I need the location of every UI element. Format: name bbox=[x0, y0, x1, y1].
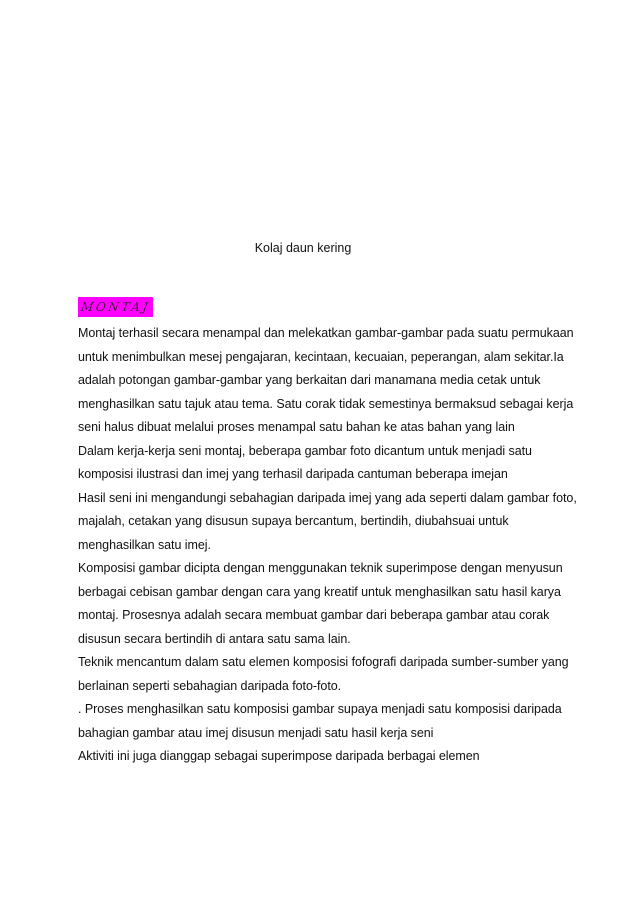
heading-highlight bbox=[78, 297, 153, 317]
text-line: Hasil seni ini mengandungi sebahagian daripada imej yang ada seperti dalam gambar foto, bbox=[78, 490, 577, 505]
text-line: majalah, cetakan yang disusun supaya bercantum, bertindih, diubahsuai untuk bbox=[78, 514, 509, 528]
text-line: Aktiviti ini juga dianggap sebagai superimpose daripada berbagai elemen bbox=[78, 749, 480, 763]
text-line: montaj. Prosesnya adalah secara membuat gambar dari beberapa gambar atau corak bbox=[78, 608, 550, 622]
text-line: adalah potongan gambar-gambar yang berkaitan dari manamana media cetak untuk bbox=[78, 373, 541, 387]
text-line: menghasilkan satu tajuk atau tema. Satu corak tidak semestinya bermaksud sebagai kerja bbox=[78, 396, 574, 411]
text-line: bahagian gambar atau imej disusun menjadi satu hasil kerja seni bbox=[78, 725, 434, 740]
section-heading: MONTAJ bbox=[80, 300, 152, 314]
body-text bbox=[78, 322, 578, 769]
text-line: berlainan seperti sebahagian daripada foto-foto. bbox=[78, 678, 342, 693]
text-line: Dalam kerja-kerja seni montaj, beberapa gambar foto dicantum untuk menjadi satu bbox=[78, 443, 532, 458]
document-title-wrap bbox=[0, 240, 638, 256]
text-line: disusun secara bertindih di antara satu sama lain. bbox=[78, 631, 351, 646]
text-line: berbagai cebisan gambar dengan cara yang kreatif untuk menghasilkan satu hasil karya bbox=[78, 584, 561, 599]
text-line: seni halus dibuat melalui proses menampal satu bahan ke atas bahan yang lain bbox=[78, 420, 515, 434]
document-title: Kolaj daun kering bbox=[254, 241, 352, 255]
text-line: komposisi ilustrasi dan imej yang terhasil daripada cantuman beberapa imejan bbox=[78, 467, 508, 481]
text-line: . Proses menghasilkan satu komposisi gambar supaya menjadi satu komposisi daripada bbox=[78, 702, 562, 716]
text-line: Komposisi gambar dicipta dengan menggunakan teknik superimpose dengan menyusun bbox=[78, 561, 563, 575]
text-line: menghasilkan satu imej. bbox=[78, 537, 211, 552]
text-line: Teknik mencantum dalam satu elemen komposisi fofografi daripada sumber-sumber yang bbox=[78, 655, 569, 669]
text-line: Montaj terhasil secara menampal dan melekatkan gambar-gambar pada suatu permukaan bbox=[78, 326, 574, 340]
text-line: untuk menimbulkan mesej pengajaran, kecintaan, kecuaian, peperangan, alam sekitar.Ia bbox=[78, 349, 564, 364]
